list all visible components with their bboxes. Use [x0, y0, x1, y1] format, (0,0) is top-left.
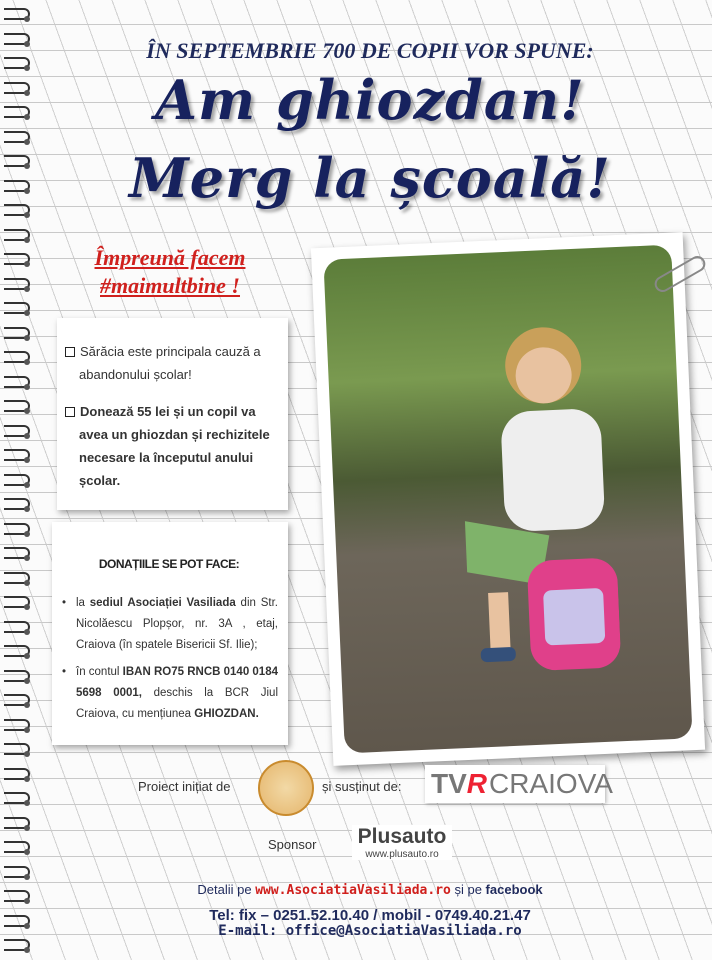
checkbox-icon [65, 407, 75, 417]
spiral-binding [0, 0, 38, 960]
slogan-line1: Împreună facem [94, 245, 246, 270]
binding-hole [24, 114, 30, 120]
binding-hole [24, 580, 30, 586]
binding-hole [24, 727, 30, 733]
headline-line1: Am ghiozdan! [155, 68, 585, 132]
info-item: Sărăcia este principala cauză a abandonului școlar! [79, 344, 261, 382]
binding-hole [24, 800, 30, 806]
binding-hole [24, 678, 30, 684]
slogan-hashtag: #maimultbine ! [100, 273, 240, 298]
binding-hole [24, 629, 30, 635]
binding-hole [24, 653, 30, 659]
donations-box [52, 522, 288, 745]
intro-heading: ÎN SEPTEMBRIE 700 DE COPII VOR SPUNE: [146, 38, 594, 63]
binding-hole [24, 163, 30, 169]
binding-hole [24, 433, 30, 439]
headline-line2: Merg la școală! [129, 146, 611, 210]
binding-hole [24, 506, 30, 512]
binding-hole [24, 335, 30, 341]
binding-hole [24, 825, 30, 831]
binding-hole [24, 874, 30, 880]
donations-title: DONAȚIILE SE POT FACE: [98, 557, 240, 571]
donation-item: • în contul IBAN RO75 RNCB 0140 0184 5698 0001, deschis la BCR Jiul Craiova, cu mențiunea GHIOZDAN. [60, 662, 278, 725]
binding-hole [24, 408, 30, 414]
binding-hole [24, 555, 30, 561]
binding-hole [24, 90, 30, 96]
binding-hole [24, 237, 30, 243]
details-line: Detalii pe www.AsociatiaVasiliada.ro și pe facebook [197, 882, 543, 898]
binding-hole [24, 261, 30, 267]
binding-hole [24, 776, 30, 782]
binding-hole [24, 212, 30, 218]
binding-hole [24, 457, 30, 463]
slogan [70, 244, 270, 300]
binding-hole [24, 702, 30, 708]
binding-hole [24, 359, 30, 365]
binding-hole [24, 41, 30, 47]
binding-hole [24, 482, 30, 488]
binding-hole [24, 849, 30, 855]
website-link[interactable]: www.AsociatiaVasiliada.ro [255, 883, 451, 898]
checkbox-icon [65, 347, 75, 357]
sponsor-label: Sponsor [268, 837, 317, 852]
binding-hole [24, 139, 30, 145]
info-box [57, 318, 288, 510]
email-line: E-mail: office@AsociatiaVasiliada.ro [218, 923, 522, 939]
plusauto-logo: Plusauto www.plusauto.ro [352, 825, 452, 860]
donation-item: • la sediul Asociației Vasiliada din Str. Nicolăescu Plopșor, nr. 3A , etaj, Craiova (în spatele Bisericii Sf. Ilie); [60, 593, 278, 656]
vasiliada-logo [258, 760, 314, 816]
phone-line: Tel: fix – 0251.52.10.40 / mobil - 0749.40.21.47 [209, 907, 531, 924]
supported-label: și susținut de: [322, 779, 402, 794]
initiated-label: Proiect inițiat de [138, 779, 231, 794]
facebook-link[interactable]: facebook [485, 882, 543, 897]
binding-hole [24, 947, 30, 953]
binding-hole [24, 16, 30, 22]
tvr-craiova-logo: TV R CRAIOVA [425, 765, 605, 803]
binding-hole [24, 604, 30, 610]
binding-hole [24, 65, 30, 71]
binding-hole [24, 310, 30, 316]
binding-hole [24, 923, 30, 929]
binding-hole [24, 384, 30, 390]
info-item: Donează 55 lei și un copil va avea un ghiozdan și rechizitele necesare la începutul anului școlar. [79, 404, 270, 488]
binding-hole [24, 898, 30, 904]
child-photo [311, 232, 705, 766]
binding-hole [24, 188, 30, 194]
binding-hole [24, 531, 30, 537]
child-illustration [455, 288, 622, 694]
binding-hole [24, 286, 30, 292]
binding-hole [24, 751, 30, 757]
